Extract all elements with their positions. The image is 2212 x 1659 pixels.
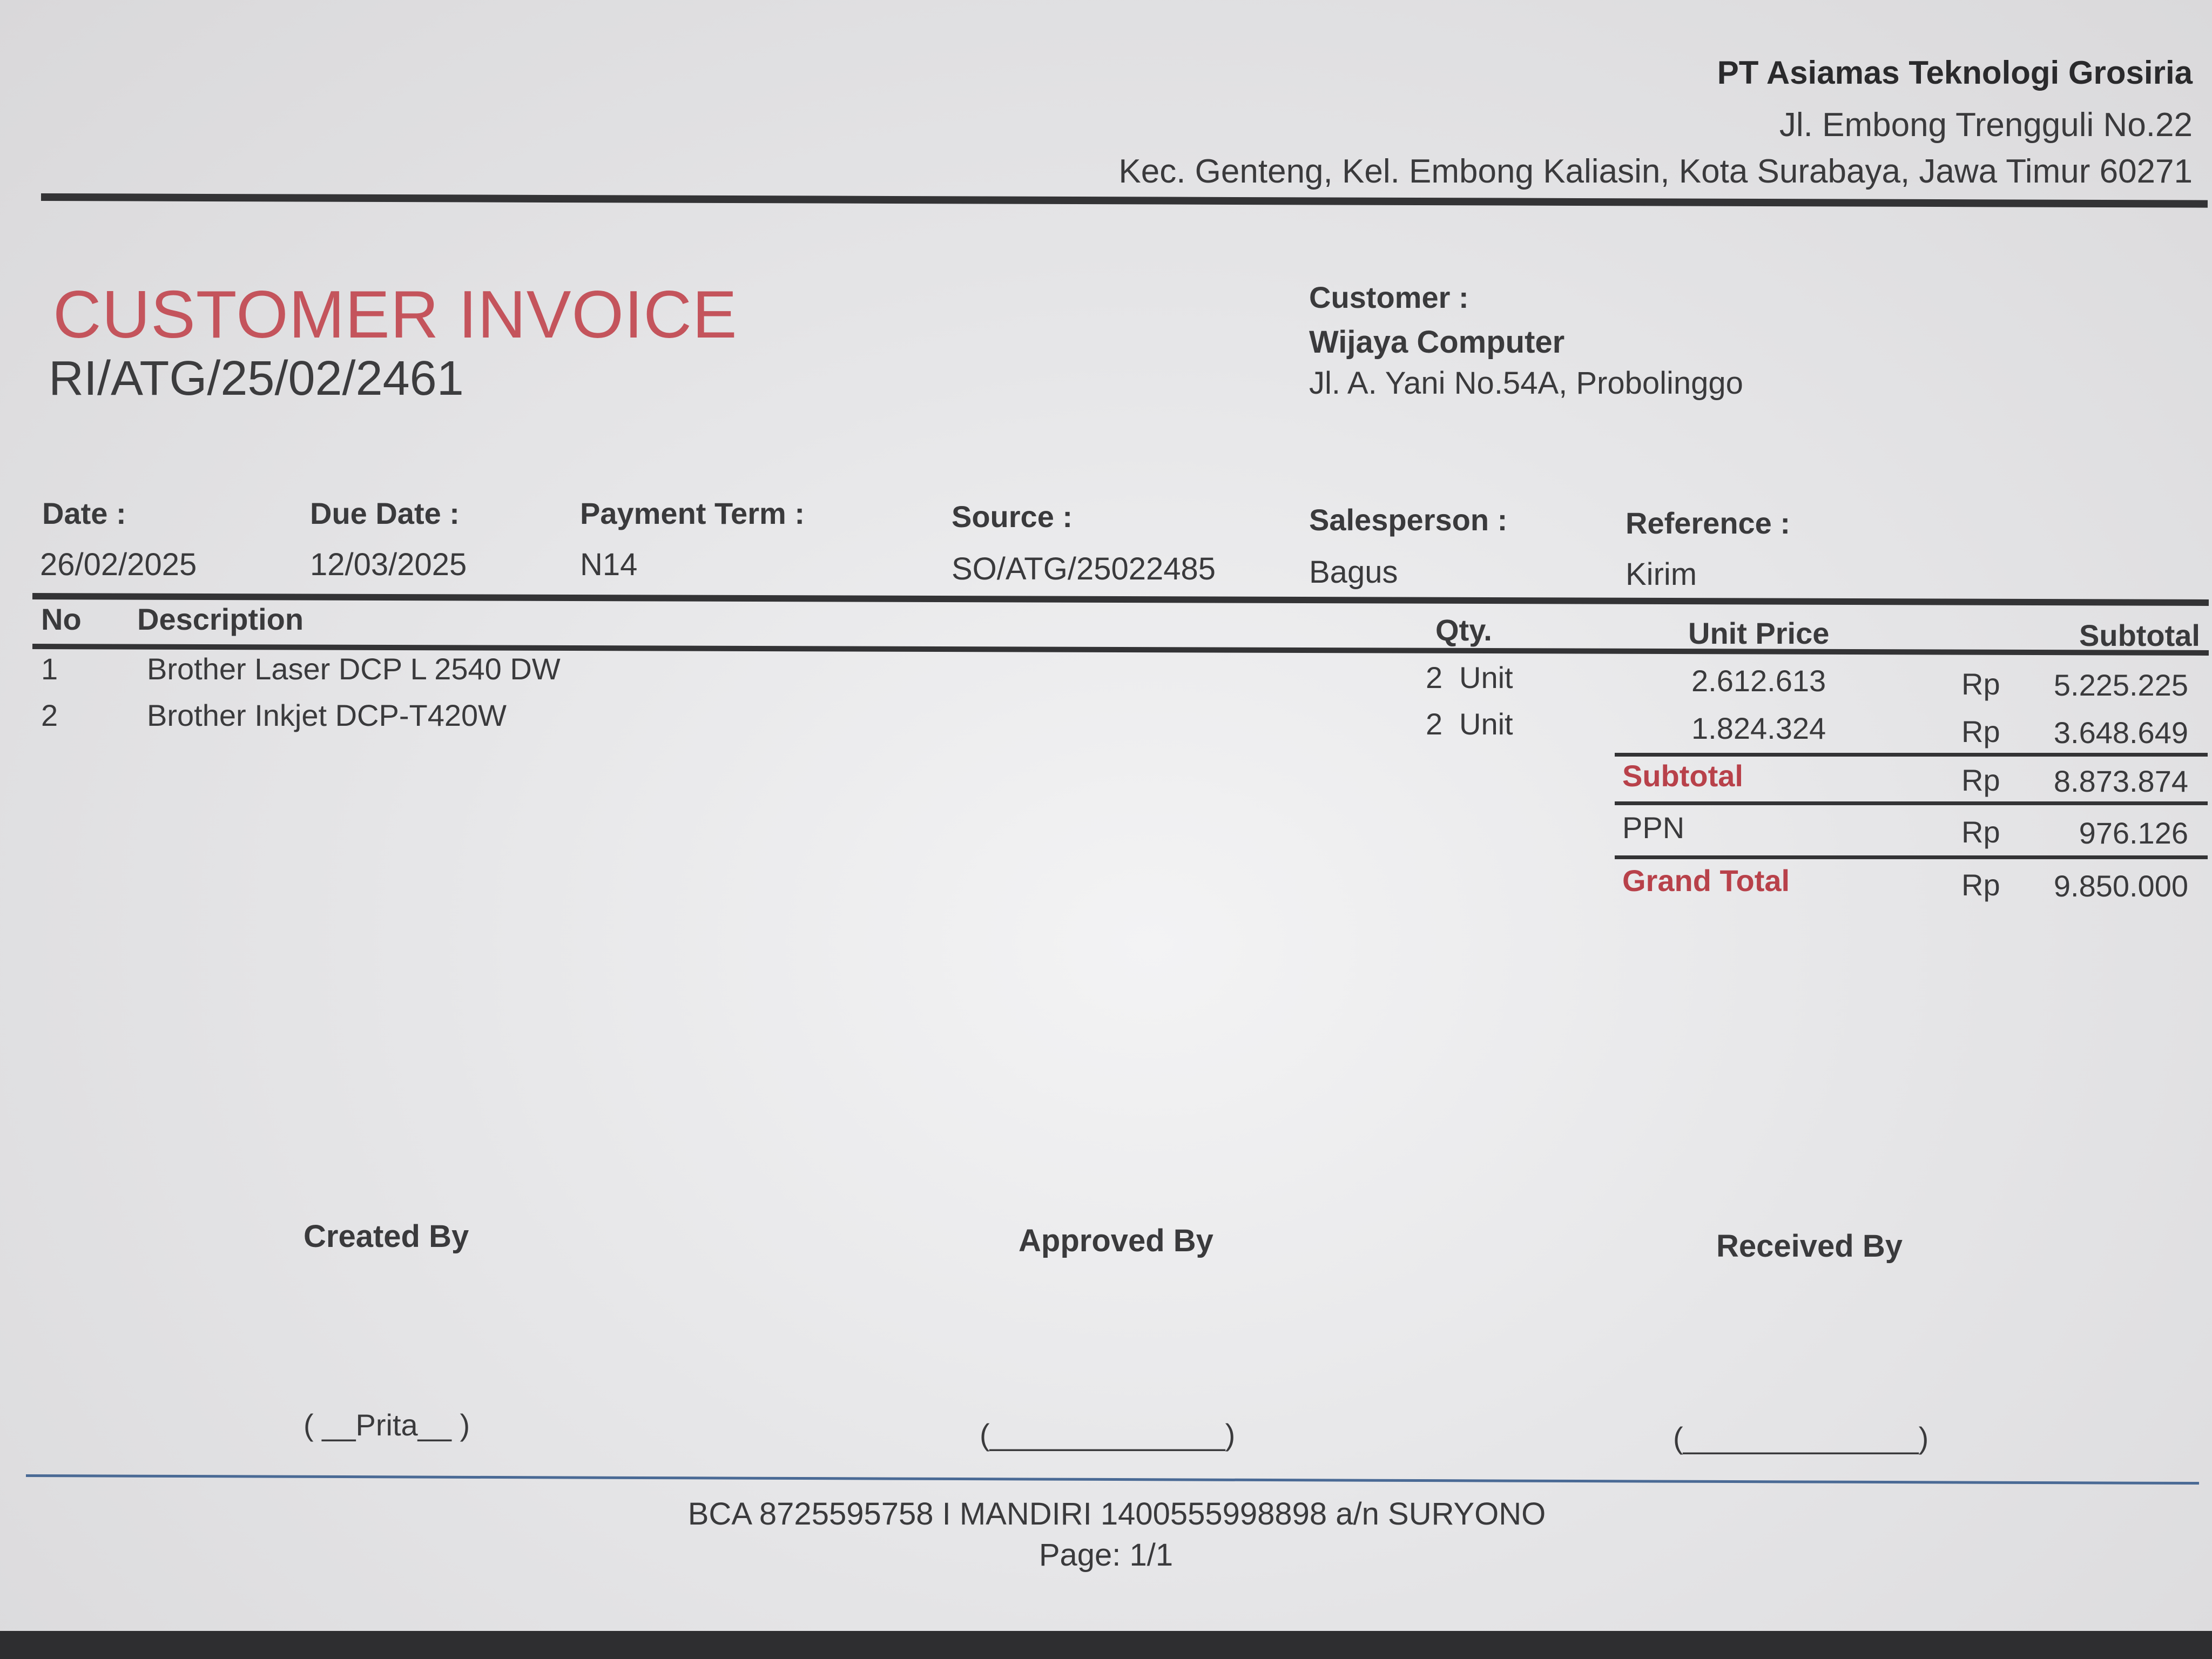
col-header-no: No xyxy=(41,602,82,636)
salesperson-value: Bagus xyxy=(1309,555,1398,590)
salesperson-label: Salesperson : xyxy=(1309,503,1508,537)
company-address-line1: Jl. Embong Trengguli No.22 xyxy=(1779,106,2193,144)
page-number: Page: 1/1 xyxy=(1038,1537,1174,1573)
row-unit-price: 1.824.324 xyxy=(1691,711,1826,745)
source-value: SO/ATG/25022485 xyxy=(952,551,1216,586)
totals-rule-1 xyxy=(1615,753,2208,757)
approved-by-label: Approved By xyxy=(1019,1223,1213,1258)
created-by-label: Created By xyxy=(304,1219,469,1254)
reference-label: Reference : xyxy=(1626,506,1791,540)
row-unit: Unit xyxy=(1459,707,1513,741)
grand-total-value: 9.850.000 xyxy=(2053,869,2188,903)
col-header-qty: Qty. xyxy=(1435,613,1492,647)
totals-rule-3 xyxy=(1615,855,2208,859)
table-top-rule xyxy=(32,593,2209,606)
payment-term-value: N14 xyxy=(580,547,638,582)
row-qty: 2 xyxy=(1426,660,1443,694)
totals-rule-2 xyxy=(1615,801,2208,805)
customer-address: Jl. A. Yani No.54A, Probolinggo xyxy=(1309,366,1743,401)
bank-details: BCA 8725595758 I MANDIRI 1400555998898 a/n SURYONO xyxy=(687,1496,1546,1532)
row-description: Brother Laser DCP L 2540 DW xyxy=(147,652,561,686)
date-value: 26/02/2025 xyxy=(40,547,197,582)
row-currency: Rp xyxy=(1961,667,2000,701)
subtotal-value: 8.873.874 xyxy=(2053,764,2188,798)
ppn-value: 976.126 xyxy=(2079,816,2188,850)
reference-value: Kirim xyxy=(1626,557,1697,592)
row-no: 1 xyxy=(41,652,58,686)
payment-term-label: Payment Term : xyxy=(580,496,805,530)
row-description: Brother Inkjet DCP-T420W xyxy=(147,698,507,732)
invoice-title: CUSTOMER INVOICE xyxy=(53,278,738,352)
grand-total-label: Grand Total xyxy=(1622,864,1790,898)
source-label: Source : xyxy=(952,500,1073,534)
subtotal-currency: Rp xyxy=(1961,763,2000,797)
row-unit: Unit xyxy=(1459,660,1513,694)
screen-bezel xyxy=(0,1631,2212,1659)
due-date-label: Due Date : xyxy=(310,496,460,530)
created-by-signature: ( __Prita__ ) xyxy=(304,1408,470,1442)
due-date-value: 12/03/2025 xyxy=(310,547,467,582)
customer-label: Customer : xyxy=(1309,280,1469,314)
row-qty: 2 xyxy=(1426,707,1443,741)
footer-divider xyxy=(26,1474,2199,1485)
subtotal-label: Subtotal xyxy=(1622,759,1743,793)
received-by-signature: (______________) xyxy=(1673,1421,1929,1455)
ppn-label: PPN xyxy=(1622,811,1685,845)
ppn-currency: Rp xyxy=(1961,815,2000,849)
date-label: Date : xyxy=(42,496,126,530)
invoice-number: RI/ATG/25/02/2461 xyxy=(49,352,464,406)
header-divider xyxy=(41,193,2208,208)
approved-by-signature: (______________) xyxy=(980,1418,1236,1452)
row-currency: Rp xyxy=(1961,714,2000,748)
row-no: 2 xyxy=(41,698,58,732)
row-subtotal: 3.648.649 xyxy=(2053,716,2188,750)
col-header-subtotal: Subtotal xyxy=(2079,618,2200,652)
received-by-label: Received By xyxy=(1716,1229,1903,1264)
row-subtotal: 5.225.225 xyxy=(2053,668,2188,702)
customer-name: Wijaya Computer xyxy=(1309,325,1565,360)
grand-total-currency: Rp xyxy=(1961,868,2000,902)
col-header-unit-price: Unit Price xyxy=(1688,616,1830,650)
col-header-description: Description xyxy=(137,602,304,636)
company-address-line2: Kec. Genteng, Kel. Embong Kaliasin, Kota Surabaya, Jawa Timur 60271 xyxy=(1118,153,2193,190)
row-unit-price: 2.612.613 xyxy=(1691,664,1826,698)
company-name: PT Asiamas Teknologi Grosiria xyxy=(1717,55,2193,91)
